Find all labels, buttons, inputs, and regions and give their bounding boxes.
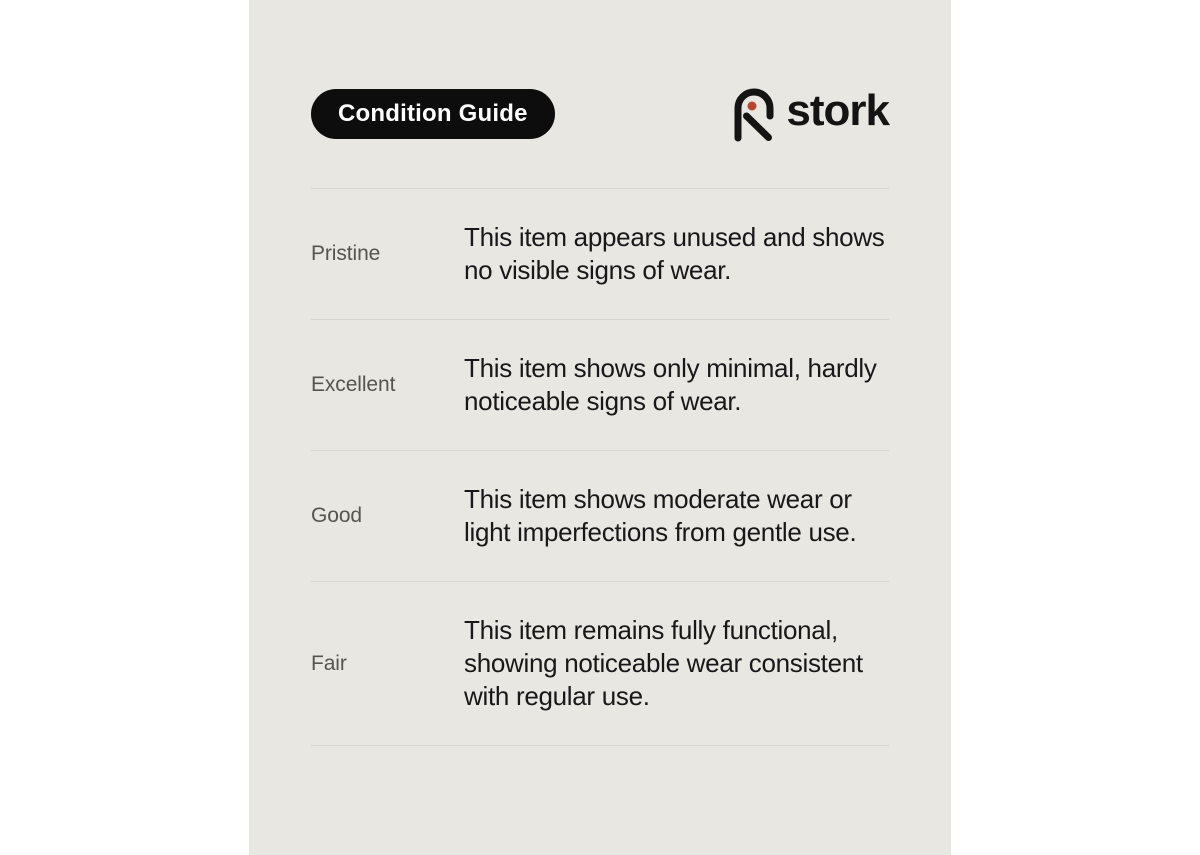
table-row-good (311, 450, 889, 581)
condition-guide-card (249, 0, 951, 855)
condition-table (311, 188, 889, 746)
table-row-pristine (311, 188, 889, 319)
card-header (311, 0, 889, 142)
stork-arch-icon (732, 86, 776, 142)
condition-description: This item remains fully functional, showing noticeable wear consistent with regular use. (464, 615, 863, 711)
condition-label: Excellent (311, 373, 396, 396)
condition-description: This item shows moderate wear or light imperfections from gentle use. (464, 484, 857, 547)
table-row-fair (311, 581, 889, 746)
condition-label: Fair (311, 651, 347, 675)
table-row-excellent (311, 319, 889, 450)
condition-label: Pristine (311, 242, 381, 265)
condition-label: Good (311, 504, 362, 527)
condition-guide-badge: Condition Guide (311, 89, 555, 139)
brand-wordmark: stork (786, 86, 889, 135)
brand-logo (732, 86, 889, 142)
condition-description: This item shows only minimal, hardly noticeable signs of wear. (464, 353, 877, 416)
condition-description: This item appears unused and shows no visible signs of wear. (464, 222, 885, 285)
